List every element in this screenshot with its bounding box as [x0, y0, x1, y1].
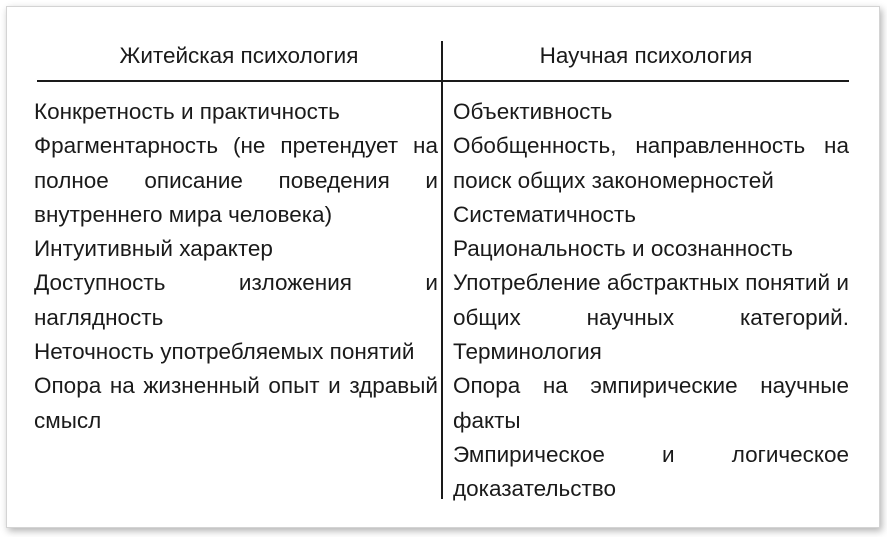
document-frame: [6, 6, 880, 528]
scientific-item: Эмпирическое и логическое доказательство: [453, 441, 849, 502]
scientific-item: Употребление абстрактных понятий и общих научных категорий. Терминология: [453, 270, 849, 365]
comparison-table: [7, 7, 879, 527]
everyday-item: Опора на жизненный опыт и здравый смысл: [34, 373, 438, 433]
everyday-psychology-column: [34, 95, 438, 438]
everyday-item: Конкретность и практичность: [34, 99, 340, 124]
everyday-item: Неточность употребляемых понятий: [34, 339, 415, 365]
everyday-item: Доступность изложения и наглядность: [34, 270, 438, 330]
scientific-psychology-column: [453, 95, 849, 507]
header-scientific-psychology: Научная психология: [539, 43, 753, 68]
everyday-item: Фрагментарность (не претендует на полное описание поведения и внутреннего мира человека): [34, 133, 438, 227]
scientific-item: Обобщенность, направленность на поиск общих закономерностей: [453, 133, 849, 193]
scientific-item: Систематичность: [453, 201, 636, 227]
everyday-item: Интуитивный характер: [34, 236, 273, 262]
header-divider: [37, 80, 849, 82]
scientific-item: Рациональность и осознанность: [453, 236, 793, 262]
scientific-item: Объективность: [453, 99, 613, 124]
header-everyday-psychology: Житейская психология: [119, 43, 359, 68]
column-divider: [441, 41, 443, 499]
scientific-item: Опора на эмпирические научные факты: [453, 373, 849, 433]
